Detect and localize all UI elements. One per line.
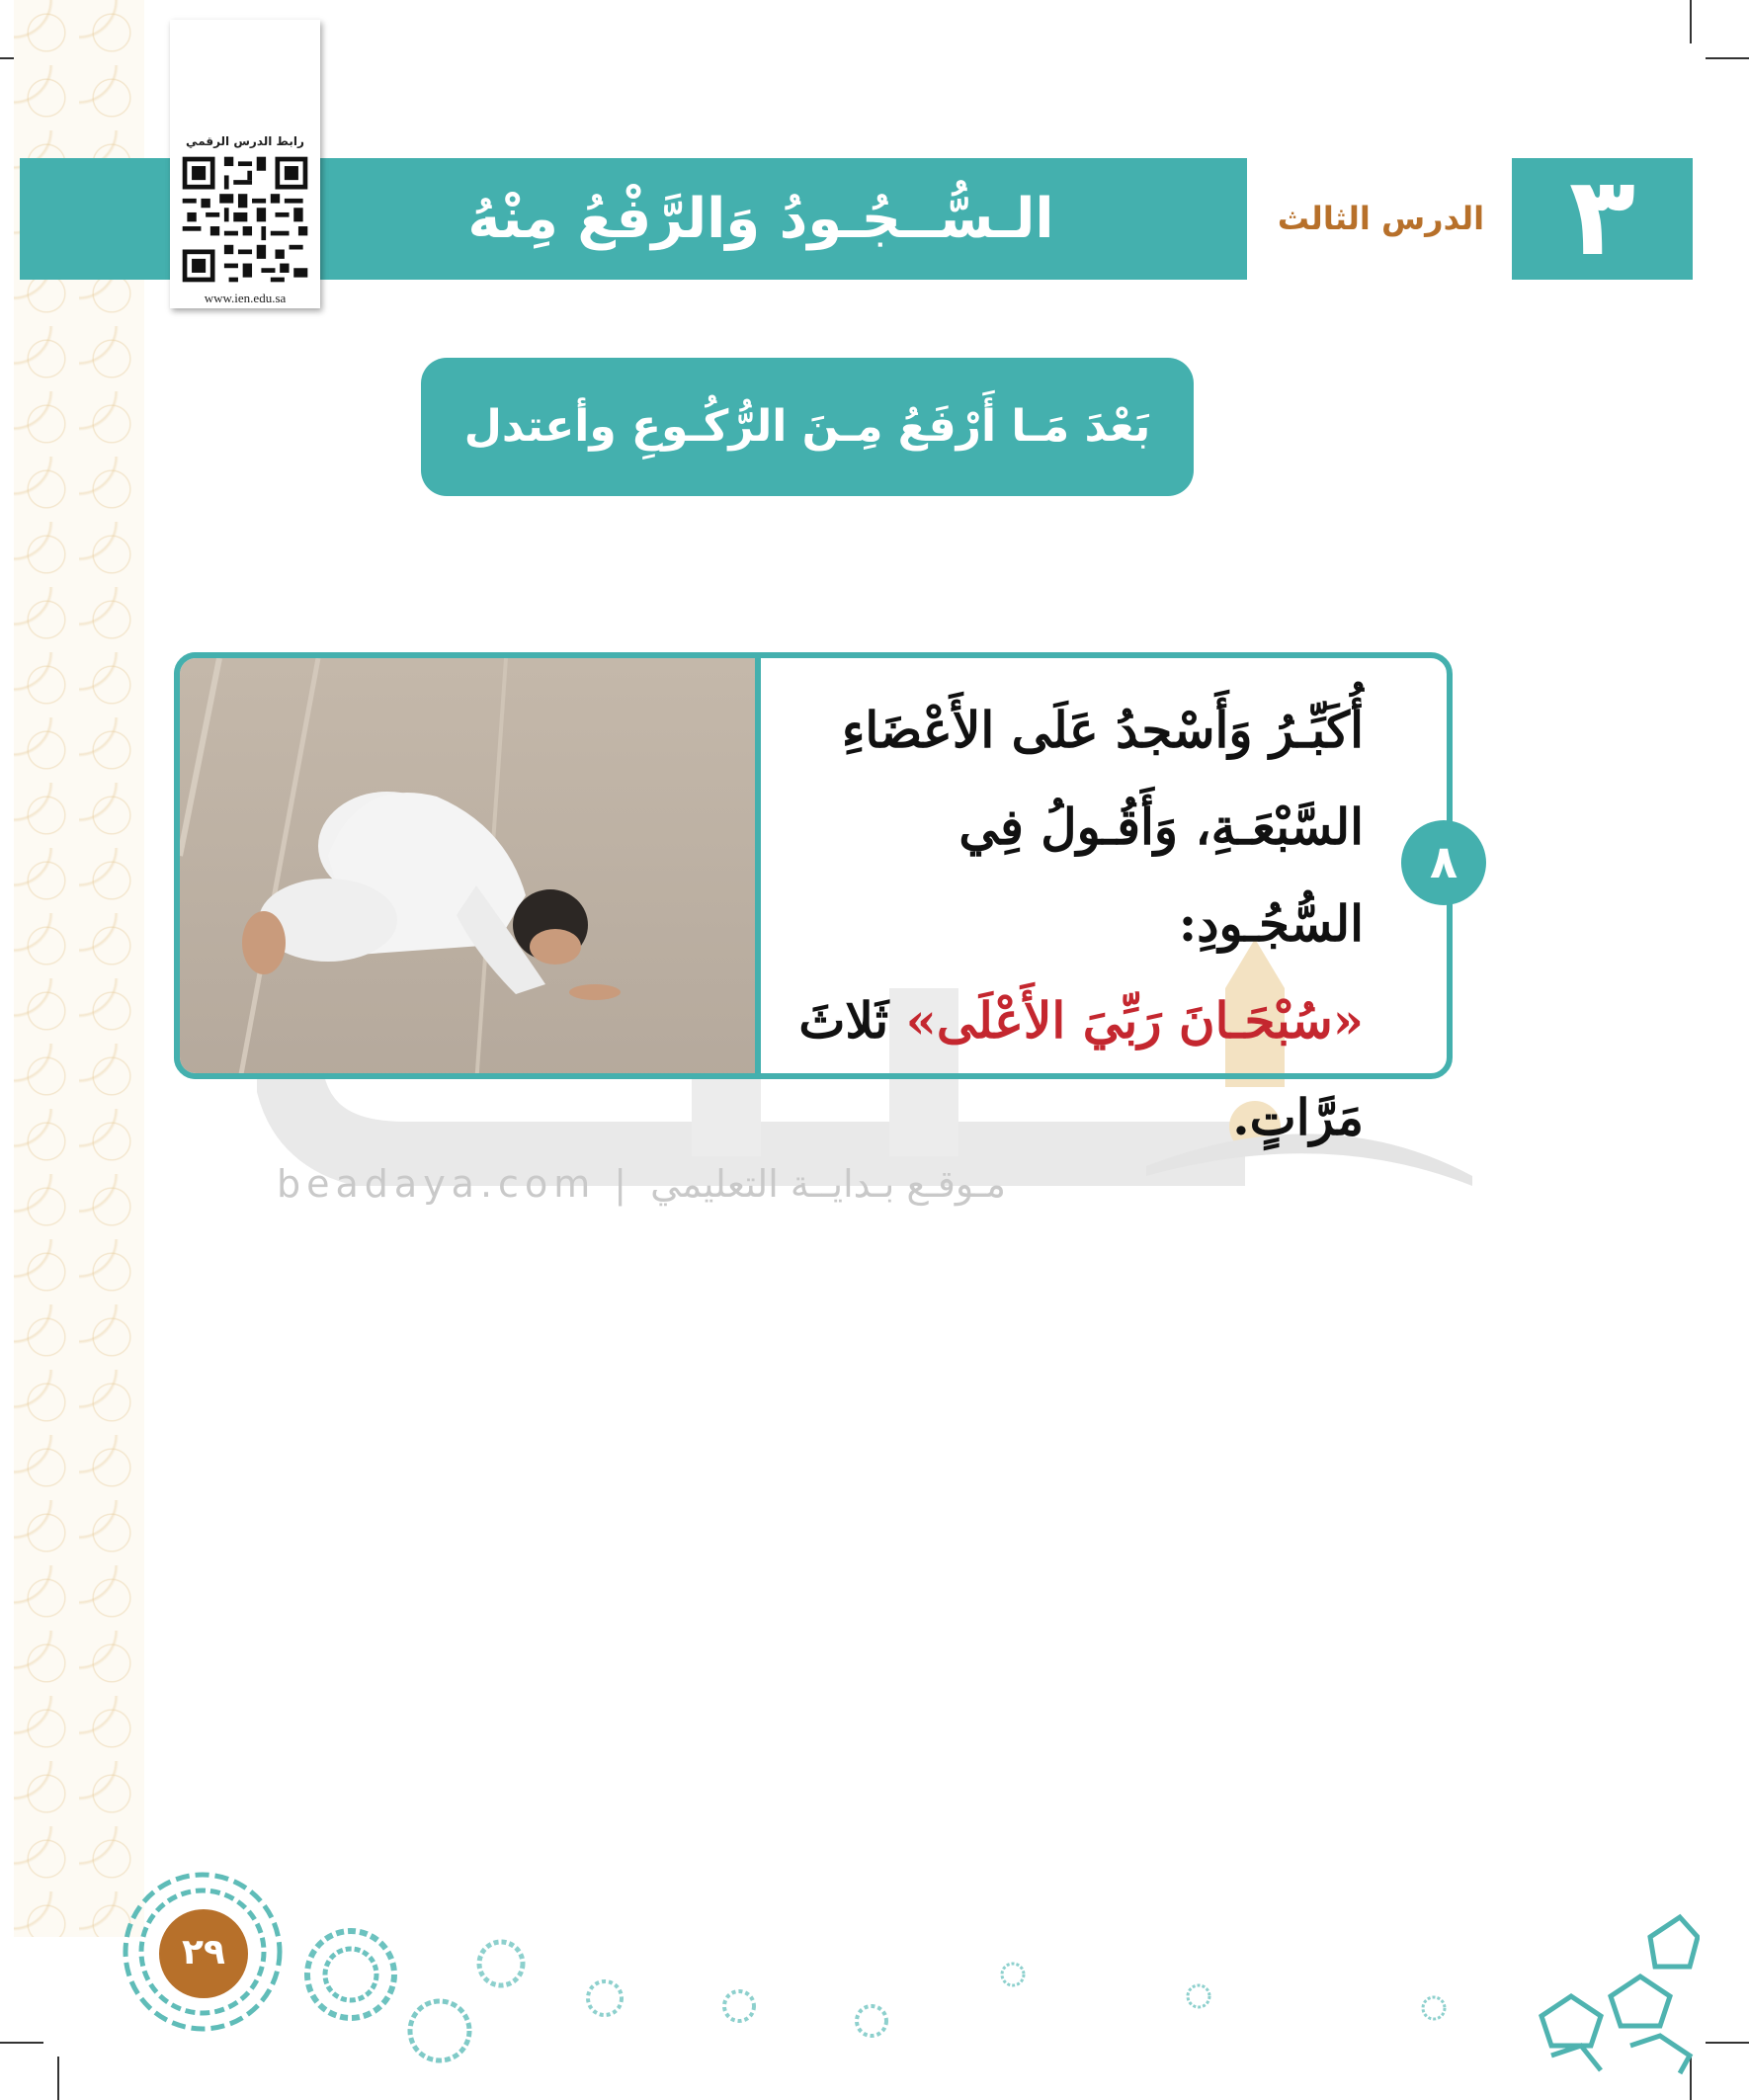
step-text-line: مَرَّاتٍ. bbox=[1232, 1088, 1364, 1146]
step-text-line: السَّبْعَـةِ، وَأَقُـولُ فِي السُّجُـودِ: bbox=[958, 798, 1364, 953]
qr-url[interactable]: www.ien.edu.sa bbox=[204, 291, 287, 305]
rosette-ornament bbox=[719, 1986, 759, 2026]
step-text-line bbox=[781, 972, 1364, 1069]
tasbih-quote: «سُبْحَـانَ رَبِّيَ الأَعْلَى» bbox=[905, 991, 1364, 1050]
step-text-fragment: ثَلاثَ bbox=[798, 991, 889, 1050]
crop-mark bbox=[0, 2042, 43, 2044]
rosette-ornament bbox=[301, 1925, 400, 2024]
lesson-number: ٣ bbox=[1512, 158, 1693, 280]
qr-card[interactable] bbox=[170, 20, 320, 308]
step-text bbox=[781, 682, 1364, 1166]
crop-mark bbox=[1706, 2042, 1749, 2044]
rosette-ornament bbox=[998, 1960, 1028, 1989]
qr-code-icon[interactable] bbox=[178, 152, 312, 287]
crop-mark bbox=[57, 2057, 59, 2100]
crop-mark bbox=[1690, 0, 1692, 43]
crop-mark bbox=[1706, 57, 1749, 59]
lesson-label: الدرس الثالث bbox=[1250, 158, 1512, 280]
lesson-title: الـسُّــجُـودُ وَالرَّفْعُ مِنْهُ bbox=[467, 187, 1054, 251]
page-number: ٢٩ bbox=[154, 1904, 253, 2003]
step-number-badge: ٨ bbox=[1401, 820, 1486, 905]
geometric-corner-ornament bbox=[1532, 1897, 1700, 2075]
step-text-line: أُكَبِّـرُ وَأَسْجدُ عَلَى الأَعْضَاءِ bbox=[841, 701, 1364, 759]
qr-label: رابط الدرس الرقمي bbox=[186, 134, 304, 148]
rosette-ornament bbox=[583, 1976, 626, 2020]
rosette-ornament bbox=[1419, 1993, 1449, 2023]
section-subtitle: بَعْدَ مَـا أَرْفَعُ مِـنَ الرُّكُـوعِ وأعتدل bbox=[421, 358, 1194, 496]
rosette-ornament bbox=[1184, 1981, 1213, 2011]
watermark-text: beadaya.com | مـوقـع بـدايــة التعليمي bbox=[277, 1162, 1007, 1206]
rosette-ornament bbox=[474, 1937, 528, 1990]
side-decorative-pattern bbox=[14, 0, 144, 1937]
rosette-ornament bbox=[405, 1996, 474, 2065]
rosette-ornament bbox=[852, 2001, 891, 2041]
sujood-photo bbox=[174, 652, 761, 1079]
